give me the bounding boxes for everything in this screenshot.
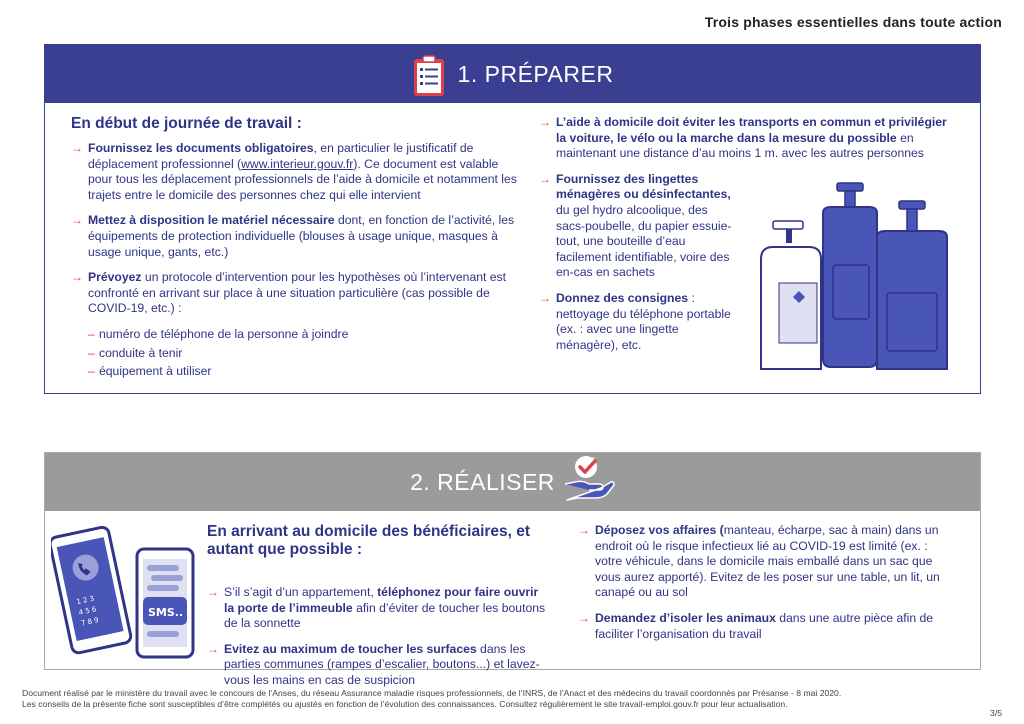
- sanitizer-bottles-illustration: [759, 173, 959, 373]
- list-item: [207, 642, 547, 689]
- svg-text:7 8 9: 7 8 9: [80, 616, 100, 628]
- clipboard-checklist-icon: [412, 54, 446, 98]
- arrow-right-icon: →: [71, 213, 83, 228]
- item-text: manteau, écharpe, sac à main) dans un endroit où le risque infectieux lié au COVID-19 est limité (ex. : votre véhicule, dans le domicile mais emballé dans un sac que vous aurez apporté). Evitez de les poser sur une table, un lit, un canapé ou au sol: [595, 523, 940, 600]
- item-bold: Mettez à disposition le matériel nécessaire: [88, 213, 335, 228]
- arrow-right-icon: →: [539, 171, 551, 186]
- svg-text:4 5 6: 4 5 6: [78, 605, 98, 617]
- list-item: [539, 115, 949, 162]
- sub-item: – conduite à tenir: [88, 345, 183, 360]
- arrow-right-icon: →: [539, 115, 551, 129]
- sub-item-text: numéro de téléphone de la personne à joindre: [99, 326, 349, 341]
- sub-item: – équipement à utiliser: [88, 364, 212, 379]
- footer: [22, 688, 922, 710]
- footer-line: Les conseils de la présente fiche sont susceptibles d’être complétés ou ajustés en fonction de l’évolution des connaissances. Consultez régulièrement le site travail-emploi.gouv.fr pour leur actualisation.: [22, 699, 788, 709]
- arrow-right-icon: →: [207, 641, 219, 656]
- list-item: [578, 523, 958, 601]
- list-item: [539, 172, 739, 281]
- item-bold: Evitez au maximum de toucher les surfaces: [224, 641, 477, 656]
- arrow-right-icon: →: [71, 270, 83, 285]
- arrow-right-icon: →: [207, 585, 219, 599]
- section-title: 1. PRÉPARER: [457, 60, 614, 87]
- item-text: S’il s’agit d’un appartement,: [224, 585, 378, 599]
- item-bold: Fournissez les documents obligatoires: [88, 141, 314, 155]
- page-number: 3/5: [990, 708, 1002, 718]
- item-text: dans une autre pièce afin de faciliter l’organisation du travail: [595, 610, 934, 641]
- phones-illustration: [51, 523, 201, 663]
- item-text: un protocole d’intervention pour les hypothèses où l’intervenant est confronté en arrivant sur place à une situation particulière (cas possible de COVID-19, etc.) :: [88, 270, 507, 316]
- sub-item-text: équipement à utiliser: [99, 364, 212, 379]
- arrow-right-icon: →: [578, 610, 590, 625]
- arrow-right-icon: →: [539, 290, 551, 305]
- item-text: du gel hydro alcoolique, des sacs-poubelle, du papier essuie-tout, une bouteille d’eau facilement identifiable, voire des en-cas en sachets: [556, 202, 732, 280]
- sub-item-text: conduite à tenir: [99, 345, 183, 360]
- item-bold: L’aide à domicile doit éviter les transports en commun et privilégier la voiture, le vélo ou la marche dans la mesure du possible: [556, 115, 947, 145]
- item-bold: Fournissez des lingettes ménagères ou désinfectantes,: [556, 171, 731, 202]
- section-preparer-banner: [45, 45, 980, 103]
- subtitle: En début de journée de travail :: [71, 115, 302, 132]
- interieur-link[interactable]: www.interieur.gouv.fr: [241, 156, 354, 171]
- item-bold: téléphonez pour faire ouvrir la porte de l’immeuble: [224, 585, 539, 615]
- list-item: [207, 585, 547, 632]
- list-item: [578, 611, 958, 642]
- item-text: afin d’éviter de toucher les boutons de la sonnette: [224, 600, 546, 631]
- preparer-left-column: [71, 115, 521, 380]
- hand-checkmark-icon: [563, 454, 615, 504]
- sub-item: – numéro de téléphone de la personne à joindre: [88, 326, 349, 341]
- item-text: en maintenant une distance d’au moins 1 m. avec les autres personnes: [556, 130, 924, 161]
- list-item: [71, 213, 521, 260]
- sms-label: SMS..: [148, 606, 184, 619]
- svg-text:1 2 3: 1 2 3: [75, 594, 95, 607]
- item-text: ). Ce document est valable pour tous les déplacement professionnels de l’aide à domicile et notamment les trajets entre le domicile des personnes chez qui elle intervient: [88, 156, 517, 202]
- document-heading: Trois phases essentielles dans toute action: [704, 14, 1002, 30]
- footer-line: Document réalisé par le ministère du travail avec le concours de l’Anses, du réseau Assurance maladie risques professionnels, de l’INRS, de l’Anact et des médecins du travail coordonnés par Présanse - 8 mai 2020.: [22, 688, 842, 698]
- section-title: 2. RÉALISER: [410, 468, 555, 495]
- list-item: [539, 291, 739, 353]
- item-bold: Déposez vos affaires (: [595, 523, 724, 537]
- subtitle: En arrivant au domicile des bénéficiaires, et autant que possible :: [207, 523, 531, 558]
- item-bold: Demandez d’isoler les animaux: [595, 610, 776, 625]
- item-text: , en particulier le justificatif de déplacement professionnel (: [88, 141, 474, 171]
- list-item: [71, 141, 521, 203]
- realiser-right-column: [578, 523, 958, 652]
- arrow-right-icon: →: [71, 141, 83, 155]
- realiser-left-column: [207, 523, 547, 699]
- list-item: [71, 270, 521, 317]
- section-realiser-banner: [45, 453, 980, 511]
- item-text: : nettoyage du téléphone portable (ex. : avec une lingette ménagère), etc.: [556, 290, 731, 352]
- section-preparer: [44, 44, 981, 394]
- item-text: dans les parties communes (rampes d’escalier, boutons...) et lavez-vous les mains en cas de suspicion: [224, 641, 540, 687]
- item-bold: Donnez des consignes: [556, 290, 689, 305]
- item-bold: Prévoyez: [88, 270, 142, 285]
- section-realiser: [44, 452, 981, 687]
- item-text: dont, en fonction de l’activité, les équipements de protection individuelle (blouses à usage unique, masques à usage unique, gants, etc.): [88, 213, 515, 259]
- arrow-right-icon: →: [578, 523, 590, 537]
